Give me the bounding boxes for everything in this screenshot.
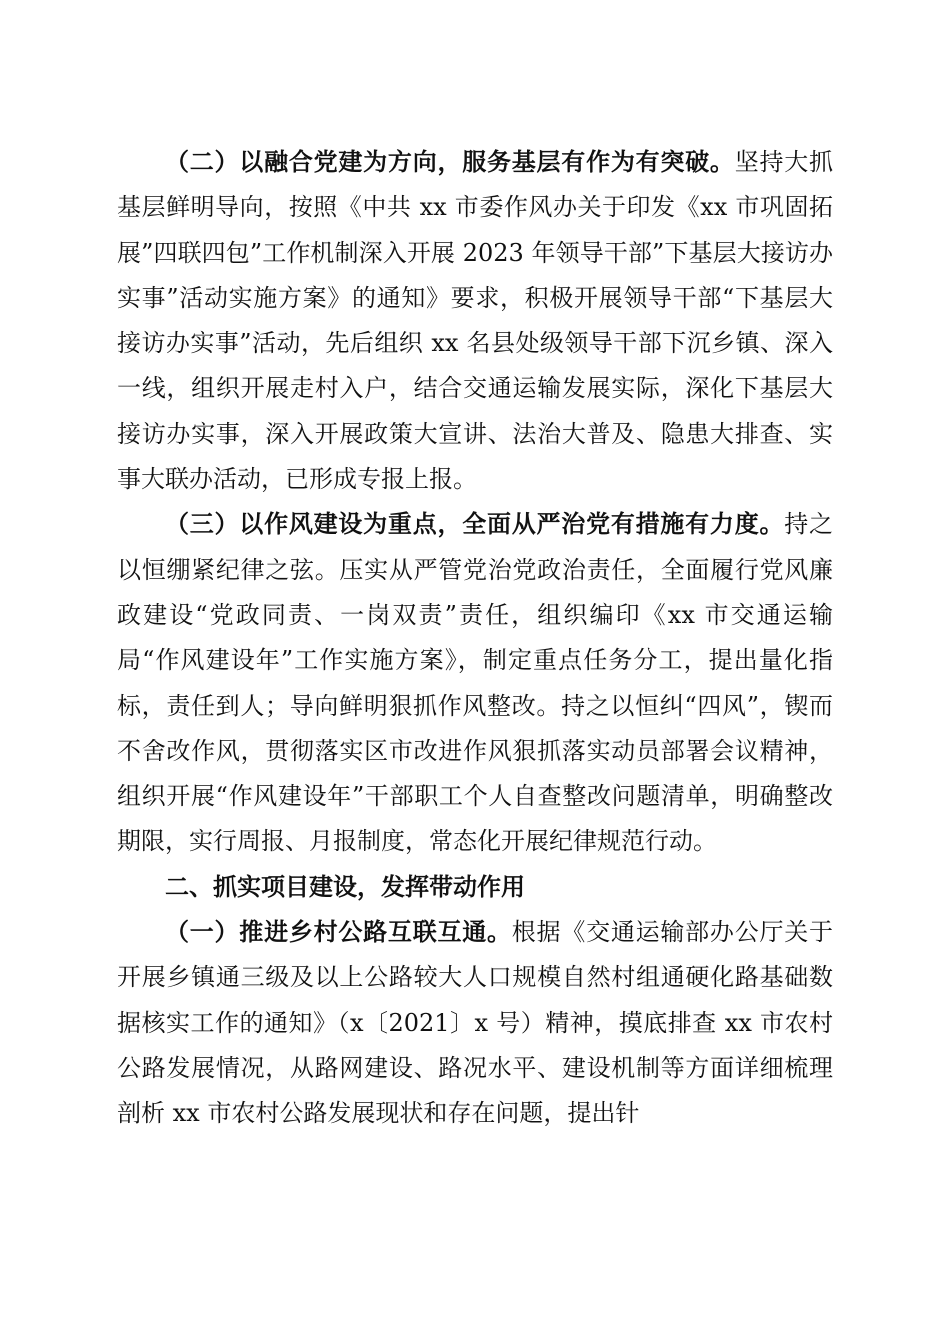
paragraph-body: 持之以恒绷紧纪律之弦。压实从严管党治党政治责任，全面履行党风廉政建设“党政同责、一岗双责”责任，组织编印《xx 市交通运输局“作风建设年”工作实施方案》，制定重点任务分工，提出量化指标，责任到人；导向鲜明狠抓作风整改。持之以恒纠“四风”，锲而不舍改作风，贯彻落实区市改进作风狠抓落实动员部署会议精神，组织开展“作风建设年”干部职工个人自查整改问题清单，明确整改期限，实行周报、月报制度，常态化开展纪律规范行动。 [117, 510, 834, 856]
paragraph-lead: （二）以融合党建为方向，服务基层有作为有突破。 [165, 148, 735, 176]
paragraph-rural-roads [117, 910, 833, 1136]
paragraph-body: 根据《交通运输部办公厅关于开展乡镇通三级及以上公路较大人口规模自然村组通硬化路基础数据核实工作的通知》（x〔2021〕x 号）精神，摸底排查 xx 市农村公路发展情况，从路网建设、路况水平、建设机制等方面详细梳理剖析 xx 市农村公路发展现状和存在问题，提出针 [117, 918, 834, 1128]
section-heading: 二、抓实项目建设，发挥带动作用 [165, 872, 525, 901]
paragraph-party-building [117, 140, 833, 502]
paragraph-body: 坚持大抓基层鲜明导向，按照《中共 xx 市委作风办关于印发《xx 市巩固拓展”四联四包”工作机制深入开展 2023 年领导干部”下基层大接访办实事”活动实施方案》的通知》要求，积极开展领导干部“下基层大接访办实事”活动，先后组织 xx 名县处级领导干部下沉乡镇、深入一线，组织开展走村入户，结合交通运输发展实际，深化下基层大接访办实事，深入开展政策大宣讲、法治大普及、隐患大排查、实事大联办活动，已形成专报上报。 [117, 148, 834, 494]
paragraph-lead: （一）推进乡村公路互联互通。 [165, 918, 512, 947]
paragraph-lead: （三）以作风建设为重点，全面从严治党有措施有力度。 [165, 510, 785, 539]
paragraph-work-style [117, 502, 833, 864]
document-page [117, 140, 833, 1137]
